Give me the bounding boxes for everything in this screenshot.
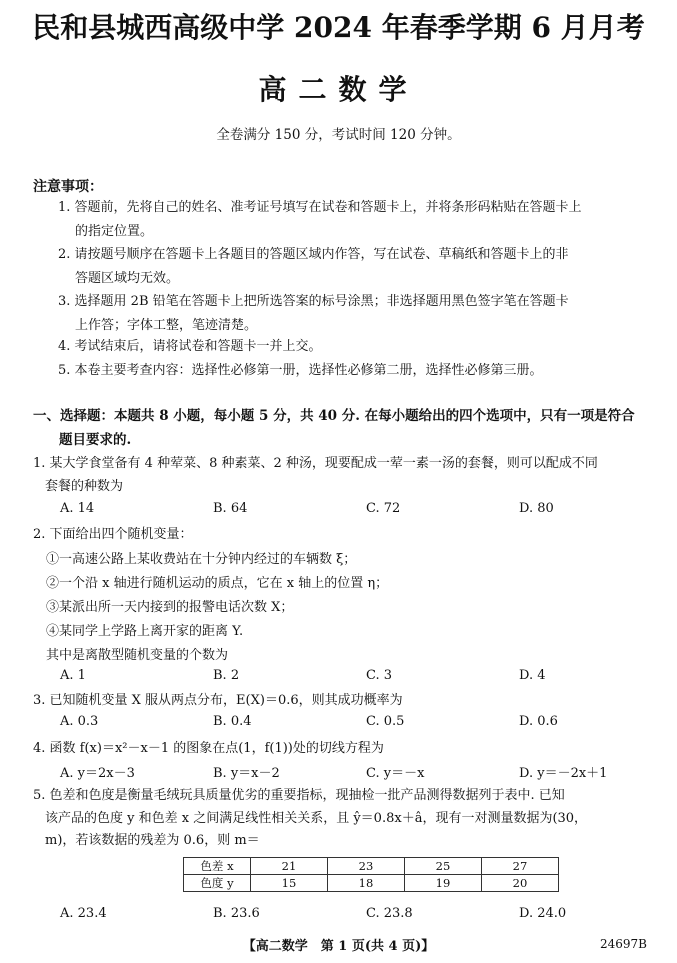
table-cell: 15 <box>251 875 328 892</box>
table-cell: 27 <box>482 858 559 875</box>
question-stem: 4. 函数 f(x)＝x²－x－1 的图象在点(1，f(1))处的切线方程为 <box>33 741 384 756</box>
table-cell: 19 <box>405 875 482 892</box>
notice-line: 2. 请按题号顺序在答题卡上各题目的答题区域内作答，写在试卷、草稿纸和答题卡上的非 <box>58 247 569 262</box>
section-heading <box>33 405 653 452</box>
section-line: 题目要求的. <box>59 431 132 448</box>
notice-line: 答题区域均无效。 <box>75 271 180 286</box>
option-b: B. 23.6 <box>213 906 260 921</box>
page-footer: 【高二数学 第 1 页(共 4 页)】 <box>242 939 435 954</box>
option-b: B. 0.4 <box>213 714 252 729</box>
notice-item-1 <box>58 196 652 244</box>
option-d: D. 24.0 <box>519 906 567 921</box>
question-prompt: 其中是离散型随机变量的个数为 <box>46 648 229 663</box>
question-3 <box>33 690 658 713</box>
table-row <box>184 875 559 892</box>
notice-item-5 <box>58 359 652 383</box>
table-row <box>184 858 559 875</box>
option-c: C. 72 <box>366 501 401 516</box>
question-1 <box>33 453 658 498</box>
question-stem: 1. 某大学食堂备有 4 种荤菜、8 种素菜、2 种汤，现要配成一荤一素一汤的套餐，则可以配成不同 <box>33 456 598 471</box>
table-cell: 23 <box>328 858 405 875</box>
notice-item-3 <box>58 290 652 338</box>
option-c: C. y＝－x <box>366 766 425 781</box>
score-info: 全卷满分 150 分，考试时间 120 分钟。 <box>216 127 461 143</box>
option-a: A. y＝2x－3 <box>60 766 135 781</box>
question-stem: 5. 色差和色度是衡量毛绒玩具质量优劣的重要指标，现抽检一批产品测得数据列于表中. 已知 <box>33 788 565 803</box>
option-b: B. 64 <box>213 501 248 516</box>
question-5 <box>33 785 658 853</box>
option-c: C. 3 <box>366 668 393 683</box>
question-stem: 套餐的种数为 <box>45 478 124 494</box>
random-variable-3: ③某派出所一天内接到的报警电话次数 X； <box>46 600 294 615</box>
table-cell: 21 <box>251 858 328 875</box>
table-cell: 18 <box>328 875 405 892</box>
notice-line: 5. 本卷主要考查内容：选择性必修第一册，选择性必修第二册，选择性必修第三册。 <box>58 363 543 378</box>
option-a: A. 1 <box>60 668 86 683</box>
option-c: C. 0.5 <box>366 714 405 729</box>
notice-line: 上作答；字体工整，笔迹清楚。 <box>75 318 258 333</box>
row-header-color-diff: 色差 x <box>184 858 251 875</box>
question-stem: 该产品的色度 y 和色差 x 之间满足线性相关关系，且 ŷ＝0.8x＋â，现有一对测量数据为(30， <box>45 810 588 826</box>
measurement-table <box>183 857 559 892</box>
option-c: C. 23.8 <box>366 906 413 921</box>
paper-code: 24697B <box>600 937 647 951</box>
random-variable-1: ①一高速公路上某收费站在十分钟内经过的车辆数 ξ； <box>46 552 357 567</box>
option-d: D. 0.6 <box>519 714 558 729</box>
question-stem: 3. 已知随机变量 X 服从两点分布，E(X)＝0.6，则其成功概率为 <box>33 693 403 708</box>
question-4 <box>33 738 658 761</box>
question-2 <box>33 524 658 547</box>
option-a: A. 23.4 <box>60 906 107 921</box>
exam-title: 民和县城西高级中学 2024 年春季学期 6 月月考 <box>32 11 645 44</box>
table-cell: 20 <box>482 875 559 892</box>
option-a: A. 14 <box>60 501 95 516</box>
table-cell: 25 <box>405 858 482 875</box>
notice-line: 的指定位置。 <box>75 224 154 239</box>
subject-title: 高二数学 <box>258 73 419 106</box>
option-d: D. 4 <box>519 668 546 683</box>
random-variable-2: ②一个沿 x 轴进行随机运动的质点，它在 x 轴上的位置 η； <box>46 576 389 591</box>
option-a: A. 0.3 <box>60 714 99 729</box>
question-stem: 2. 下面给出四个随机变量： <box>33 527 193 542</box>
question-stem: m)，若该数据的残差为 0.6，则 m＝ <box>45 833 260 848</box>
notice-item-4 <box>58 335 652 359</box>
option-d: D. y＝－2x＋1 <box>519 766 608 781</box>
notice-line: 4. 考试结束后，请将试卷和答题卡一并上交。 <box>58 339 322 354</box>
option-d: D. 80 <box>519 501 554 516</box>
notice-line: 1. 答题前，先将自己的姓名、准考证号填写在试卷和答题卡上，并将条形码粘贴在答题卡上 <box>58 200 582 215</box>
notice-heading: 注意事项： <box>33 179 103 195</box>
notice-item-2 <box>58 243 652 291</box>
option-b: B. 2 <box>213 668 240 683</box>
notice-line: 3. 选择题用 2B 铅笔在答题卡上把所选答案的标号涂黑；非选择题用黑色签字笔在答题卡 <box>58 294 569 309</box>
option-b: B. y＝x－2 <box>213 766 280 781</box>
random-variable-4: ④某同学上学路上离开家的距离 Y. <box>46 624 244 639</box>
row-header-chroma: 色度 y <box>184 875 251 892</box>
section-line: 一、选择题：本题共 8 小题，每小题 5 分，共 40 分. 在每小题给出的四个选项中，只有一项是符合 <box>33 408 635 424</box>
